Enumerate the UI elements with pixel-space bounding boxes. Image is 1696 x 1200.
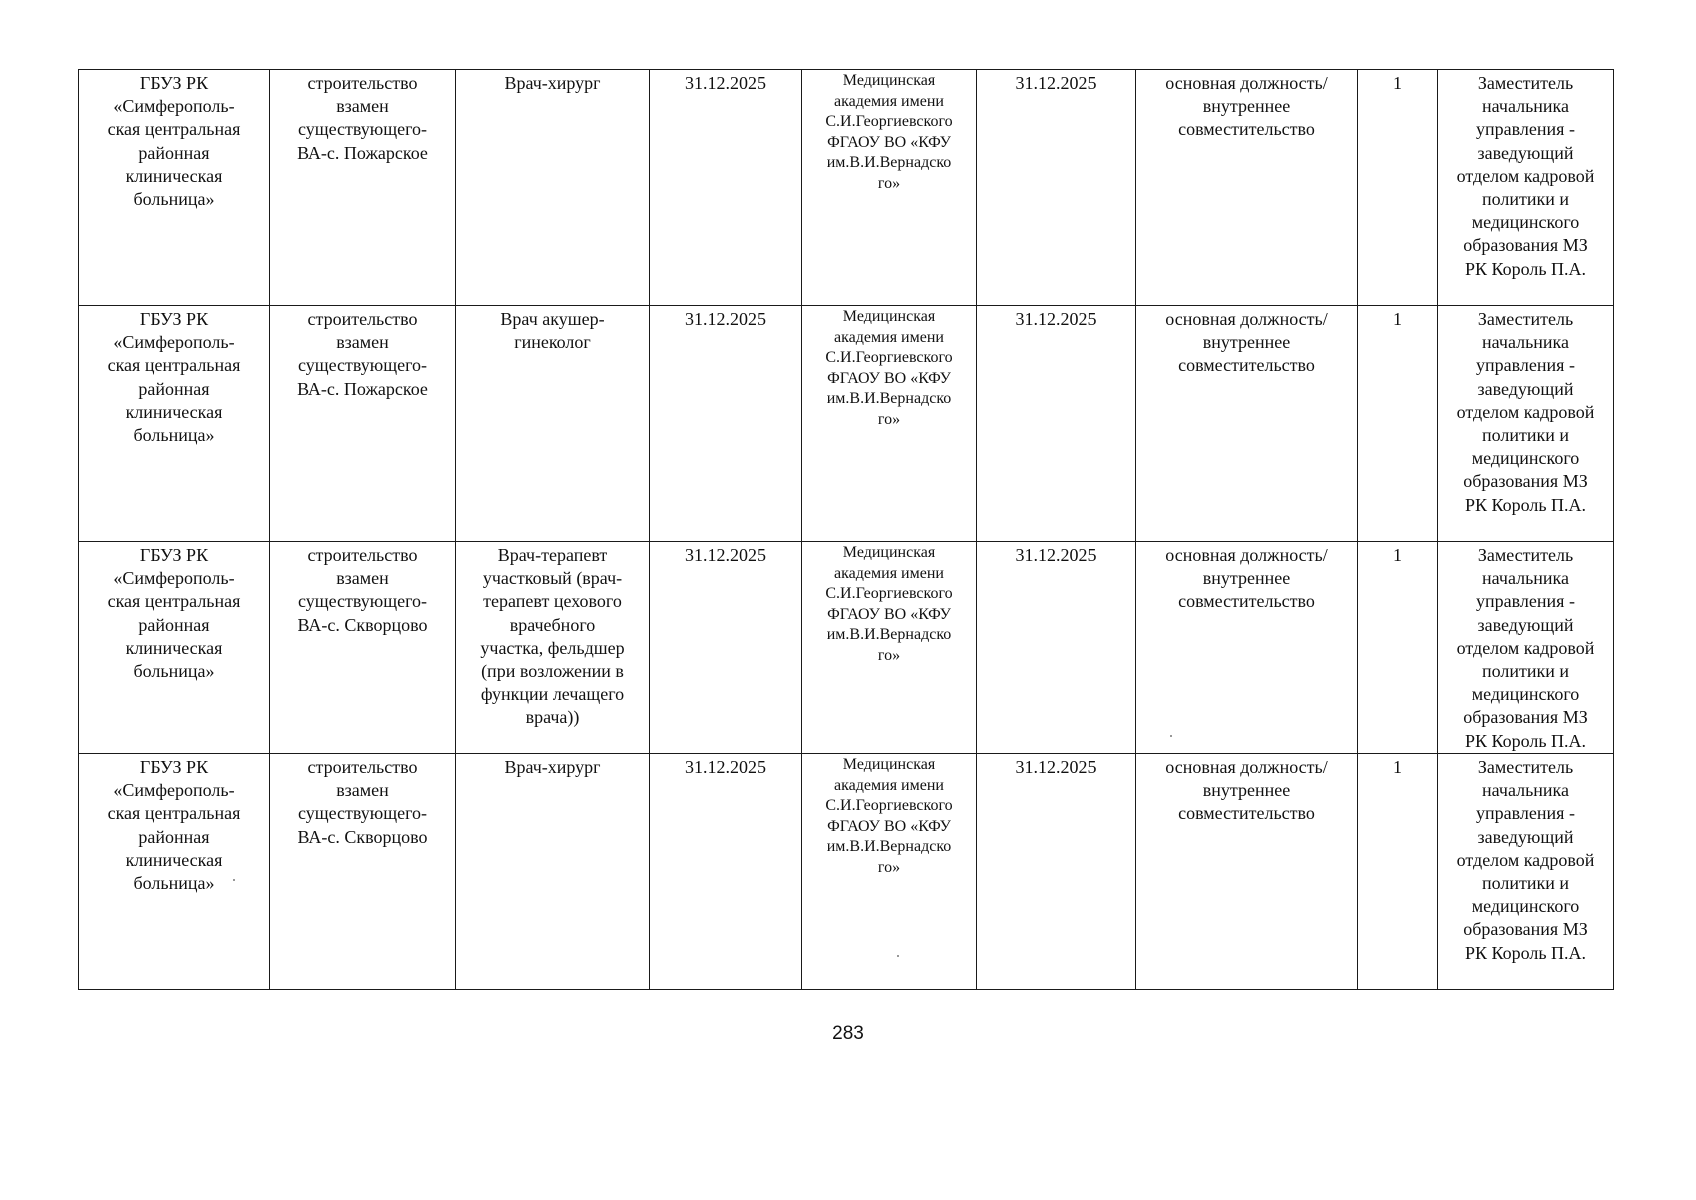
- basis-cell: строительство взамен существующего- ВА-с. Скворцово: [270, 542, 456, 754]
- employment-type-cell: основная должность/ внутреннее совместительство: [1136, 70, 1358, 306]
- count-cell: 1: [1358, 70, 1438, 306]
- basis-cell: строительство взамен существующего- ВА-с. Пожарское: [270, 306, 456, 542]
- academy-cell: Медицинская академия имени С.И.Георгиевского ФГАОУ ВО «КФУ им.В.И.Вернадско го»: [802, 542, 977, 754]
- position-cell: Врач-хирург: [456, 754, 650, 990]
- deadline-date-cell: 31.12.2025: [650, 306, 802, 542]
- scan-speck: [897, 955, 899, 957]
- institution-cell: ГБУЗ РК «Симферополь- ская центральная районная клиническая больница»: [79, 306, 270, 542]
- page-number: 283: [832, 1023, 864, 1044]
- count-cell: 1: [1358, 754, 1438, 990]
- scan-speck: [233, 879, 235, 881]
- academy-cell: Медицинская академия имени С.И.Георгиевского ФГАОУ ВО «КФУ им.В.И.Вернадско го»: [802, 754, 977, 990]
- completion-date-cell: 31.12.2025: [977, 306, 1136, 542]
- basis-cell: строительство взамен существующего- ВА-с. Скворцово: [270, 754, 456, 990]
- responsible-cell: Заместитель начальника управления - заведующий отделом кадровой политики и медицинского образования МЗ РК Король П.А.: [1438, 70, 1614, 306]
- deadline-date-cell: 31.12.2025: [650, 542, 802, 754]
- position-cell: Врач-хирург: [456, 70, 650, 306]
- deadline-date-cell: 31.12.2025: [650, 70, 802, 306]
- completion-date-cell: 31.12.2025: [977, 70, 1136, 306]
- count-cell: 1: [1358, 306, 1438, 542]
- institution-cell: ГБУЗ РК «Симферополь- ская центральная районная клиническая больница»: [79, 754, 270, 990]
- table-row: [79, 542, 1614, 754]
- academy-cell: Медицинская академия имени С.И.Георгиевского ФГАОУ ВО «КФУ им.В.И.Вернадско го»: [802, 70, 977, 306]
- institution-cell: ГБУЗ РК «Симферополь- ская центральная районная клиническая больница»: [79, 70, 270, 306]
- responsible-cell: Заместитель начальника управления - заведующий отделом кадровой политики и медицинского образования МЗ РК Король П.А.: [1438, 542, 1614, 754]
- scan-speck: [1170, 735, 1172, 737]
- position-cell: Врач-терапевт участковый (врач- терапевт цехового врачебного участка, фельдшер (при возложении в функции лечащего врача)): [456, 542, 650, 754]
- table-row: [79, 754, 1614, 990]
- deadline-date-cell: 31.12.2025: [650, 754, 802, 990]
- employment-type-cell: основная должность/ внутреннее совместительство: [1136, 754, 1358, 990]
- academy-cell: Медицинская академия имени С.И.Георгиевского ФГАОУ ВО «КФУ им.В.И.Вернадско го»: [802, 306, 977, 542]
- position-cell: Врач акушер- гинеколог: [456, 306, 650, 542]
- employment-type-cell: основная должность/ внутреннее совместительство: [1136, 542, 1358, 754]
- responsible-cell: Заместитель начальника управления - заведующий отделом кадровой политики и медицинского образования МЗ РК Король П.А.: [1438, 306, 1614, 542]
- completion-date-cell: 31.12.2025: [977, 542, 1136, 754]
- completion-date-cell: 31.12.2025: [977, 754, 1136, 990]
- table-row: [79, 70, 1614, 306]
- institution-cell: ГБУЗ РК «Симферополь- ская центральная районная клиническая больница»: [79, 542, 270, 754]
- table-row: [79, 306, 1614, 542]
- responsible-cell: Заместитель начальника управления - заведующий отделом кадровой политики и медицинского образования МЗ РК Король П.А.: [1438, 754, 1614, 990]
- staffing-table: [78, 69, 1614, 990]
- count-cell: 1: [1358, 542, 1438, 754]
- basis-cell: строительство взамен существующего- ВА-с. Пожарское: [270, 70, 456, 306]
- employment-type-cell: основная должность/ внутреннее совместительство: [1136, 306, 1358, 542]
